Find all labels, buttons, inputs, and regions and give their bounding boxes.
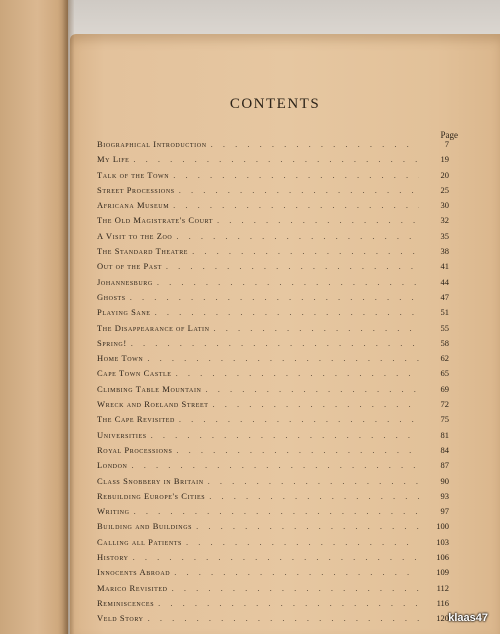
toc-entry-title: Climbing Table Mountain	[97, 383, 202, 394]
toc-entry-title: Playing Sane	[97, 307, 151, 318]
dot-leader	[131, 338, 419, 348]
toc-entry	[97, 460, 449, 475]
toc-entry-title: Royal Processions	[97, 444, 173, 455]
toc-entry-page: 25	[440, 184, 449, 195]
toc-entry-title: Spring!	[97, 337, 127, 348]
dot-leader	[131, 460, 419, 470]
toc-entry-title: Writing	[97, 506, 130, 517]
toc-entry	[97, 430, 449, 445]
toc-entry	[97, 154, 449, 169]
toc-entry-title: London	[97, 460, 128, 471]
toc-entry-page: 100	[436, 521, 449, 532]
toc-entry	[97, 185, 449, 200]
toc-entry-page: 51	[440, 307, 449, 318]
toc-entry	[97, 445, 449, 460]
page-column-header: Page	[440, 130, 458, 140]
toc-entry	[97, 246, 449, 261]
toc-entry-page: 19	[440, 154, 449, 165]
dot-leader	[217, 215, 419, 225]
toc-entry-page: 69	[440, 383, 449, 394]
left-page	[0, 0, 68, 634]
toc-entry-page: 47	[440, 291, 449, 302]
toc-entry-page: 38	[440, 246, 449, 257]
toc-entry	[97, 231, 449, 246]
toc-entry	[97, 368, 449, 383]
dot-leader	[148, 613, 419, 623]
dot-leader	[208, 476, 419, 486]
toc-entry-page: 44	[440, 276, 449, 287]
toc-entry-title: Home Town	[97, 353, 144, 364]
toc-entry-title: The Disappearance of Latin	[97, 322, 210, 333]
toc-entry-title: Johannesburg	[97, 276, 153, 287]
dot-leader	[213, 399, 419, 409]
toc-entry-page: 35	[440, 230, 449, 241]
table-of-contents	[97, 139, 449, 629]
toc-entry-title: Cape Town Castle	[97, 368, 172, 379]
toc-entry-title: Innocents Abroad	[97, 567, 171, 578]
toc-entry	[97, 353, 449, 368]
toc-entry-title: Class Snobbery in Britain	[97, 475, 204, 486]
dot-leader	[133, 552, 419, 562]
toc-entry	[97, 414, 449, 429]
toc-entry-title: Rebuilding Europe's Cities	[97, 490, 206, 501]
dot-leader	[173, 200, 419, 210]
toc-entry-page: 62	[440, 353, 449, 364]
toc-entry-page: 58	[440, 337, 449, 348]
toc-entry	[97, 613, 449, 628]
toc-entry	[97, 567, 449, 582]
toc-entry-title: My Life	[97, 154, 130, 165]
dot-leader	[173, 170, 419, 180]
toc-entry	[97, 170, 449, 185]
dot-leader	[176, 445, 419, 455]
toc-entry-title: A Visit to the Zoo	[97, 230, 173, 241]
toc-entry-page: 20	[440, 169, 449, 180]
toc-entry	[97, 384, 449, 399]
dot-leader	[158, 598, 419, 608]
dot-leader	[192, 246, 419, 256]
toc-entry	[97, 307, 449, 322]
toc-entry	[97, 476, 449, 491]
watermark: klaas47	[448, 612, 488, 624]
toc-entry-title: Biographical Introduction	[97, 139, 207, 149]
toc-entry-page: 109	[436, 567, 449, 578]
toc-entry	[97, 139, 449, 154]
toc-entry-title: Reminiscences	[97, 597, 155, 608]
toc-entry	[97, 215, 449, 230]
dot-leader	[214, 323, 419, 333]
toc-entry	[97, 521, 449, 536]
toc-entry-title: History	[97, 552, 129, 563]
toc-entry-page: 97	[440, 506, 449, 517]
dot-leader	[147, 353, 419, 363]
toc-entry-title: Talk of the Town	[97, 169, 170, 180]
toc-entry-title: The Old Magistrate's Court	[97, 215, 214, 226]
toc-entry-page: 32	[440, 215, 449, 226]
dot-leader	[176, 231, 419, 241]
dot-leader	[166, 261, 419, 271]
toc-entry-page: 112	[436, 582, 449, 593]
toc-entry	[97, 338, 449, 353]
toc-entry-page: 7	[444, 139, 449, 149]
dot-leader	[130, 292, 419, 302]
toc-entry-page: 106	[436, 552, 449, 563]
toc-entry-title: Building and Buildings	[97, 521, 193, 532]
dot-leader	[186, 537, 419, 547]
dot-leader	[206, 384, 420, 394]
dot-leader	[151, 430, 419, 440]
dot-leader	[211, 139, 419, 149]
toc-entry-title: Marico Revisited	[97, 582, 168, 593]
toc-entry	[97, 506, 449, 521]
toc-entry	[97, 552, 449, 567]
dot-leader	[176, 368, 419, 378]
toc-entry	[97, 537, 449, 552]
toc-entry	[97, 277, 449, 292]
toc-entry-title: Africana Museum	[97, 200, 170, 211]
toc-entry-page: 90	[440, 475, 449, 486]
dot-leader	[196, 521, 419, 531]
toc-entry	[97, 200, 449, 215]
dot-leader	[134, 506, 419, 516]
toc-entry	[97, 491, 449, 506]
toc-entry-title: Street Processions	[97, 184, 175, 195]
toc-entry	[97, 292, 449, 307]
toc-entry-title: Veld Story	[97, 613, 144, 624]
toc-entry-page: 81	[440, 429, 449, 440]
toc-entry-page: 41	[440, 261, 449, 272]
toc-entry-title: The Standard Theatre	[97, 246, 189, 257]
toc-entry-title: Ghosts	[97, 291, 126, 302]
dot-leader	[209, 491, 419, 501]
toc-entry-page: 87	[440, 460, 449, 471]
dot-leader	[157, 277, 419, 287]
toc-entry-page: 84	[440, 444, 449, 455]
dot-leader	[172, 583, 419, 593]
toc-entry-page: 93	[440, 490, 449, 501]
toc-entry-page: 72	[440, 399, 449, 410]
toc-entry-page: 120	[436, 613, 449, 624]
dot-leader	[133, 154, 419, 164]
toc-entry-title: The Cape Revisited	[97, 414, 175, 425]
toc-entry-page: 30	[440, 200, 449, 211]
toc-entry-title: Universities	[97, 429, 147, 440]
toc-entry-page: 55	[440, 322, 449, 333]
dot-leader	[174, 567, 419, 577]
toc-entry	[97, 399, 449, 414]
toc-entry-page: 103	[436, 536, 449, 547]
toc-entry-title: Calling all Patients	[97, 536, 182, 547]
toc-entry-page: 65	[440, 368, 449, 379]
toc-entry-page: 75	[440, 414, 449, 425]
toc-entry-page: 116	[436, 597, 449, 608]
toc-entry-title: Wreck and Roeland Street	[97, 399, 209, 410]
dot-leader	[155, 307, 419, 317]
toc-entry	[97, 261, 449, 276]
toc-entry	[97, 598, 449, 613]
dot-leader	[179, 185, 419, 195]
toc-entry	[97, 323, 449, 338]
page-title: CONTENTS	[229, 96, 321, 112]
dot-leader	[179, 414, 419, 424]
toc-entry-title: Out of the Past	[97, 261, 162, 272]
toc-entry	[97, 583, 449, 598]
